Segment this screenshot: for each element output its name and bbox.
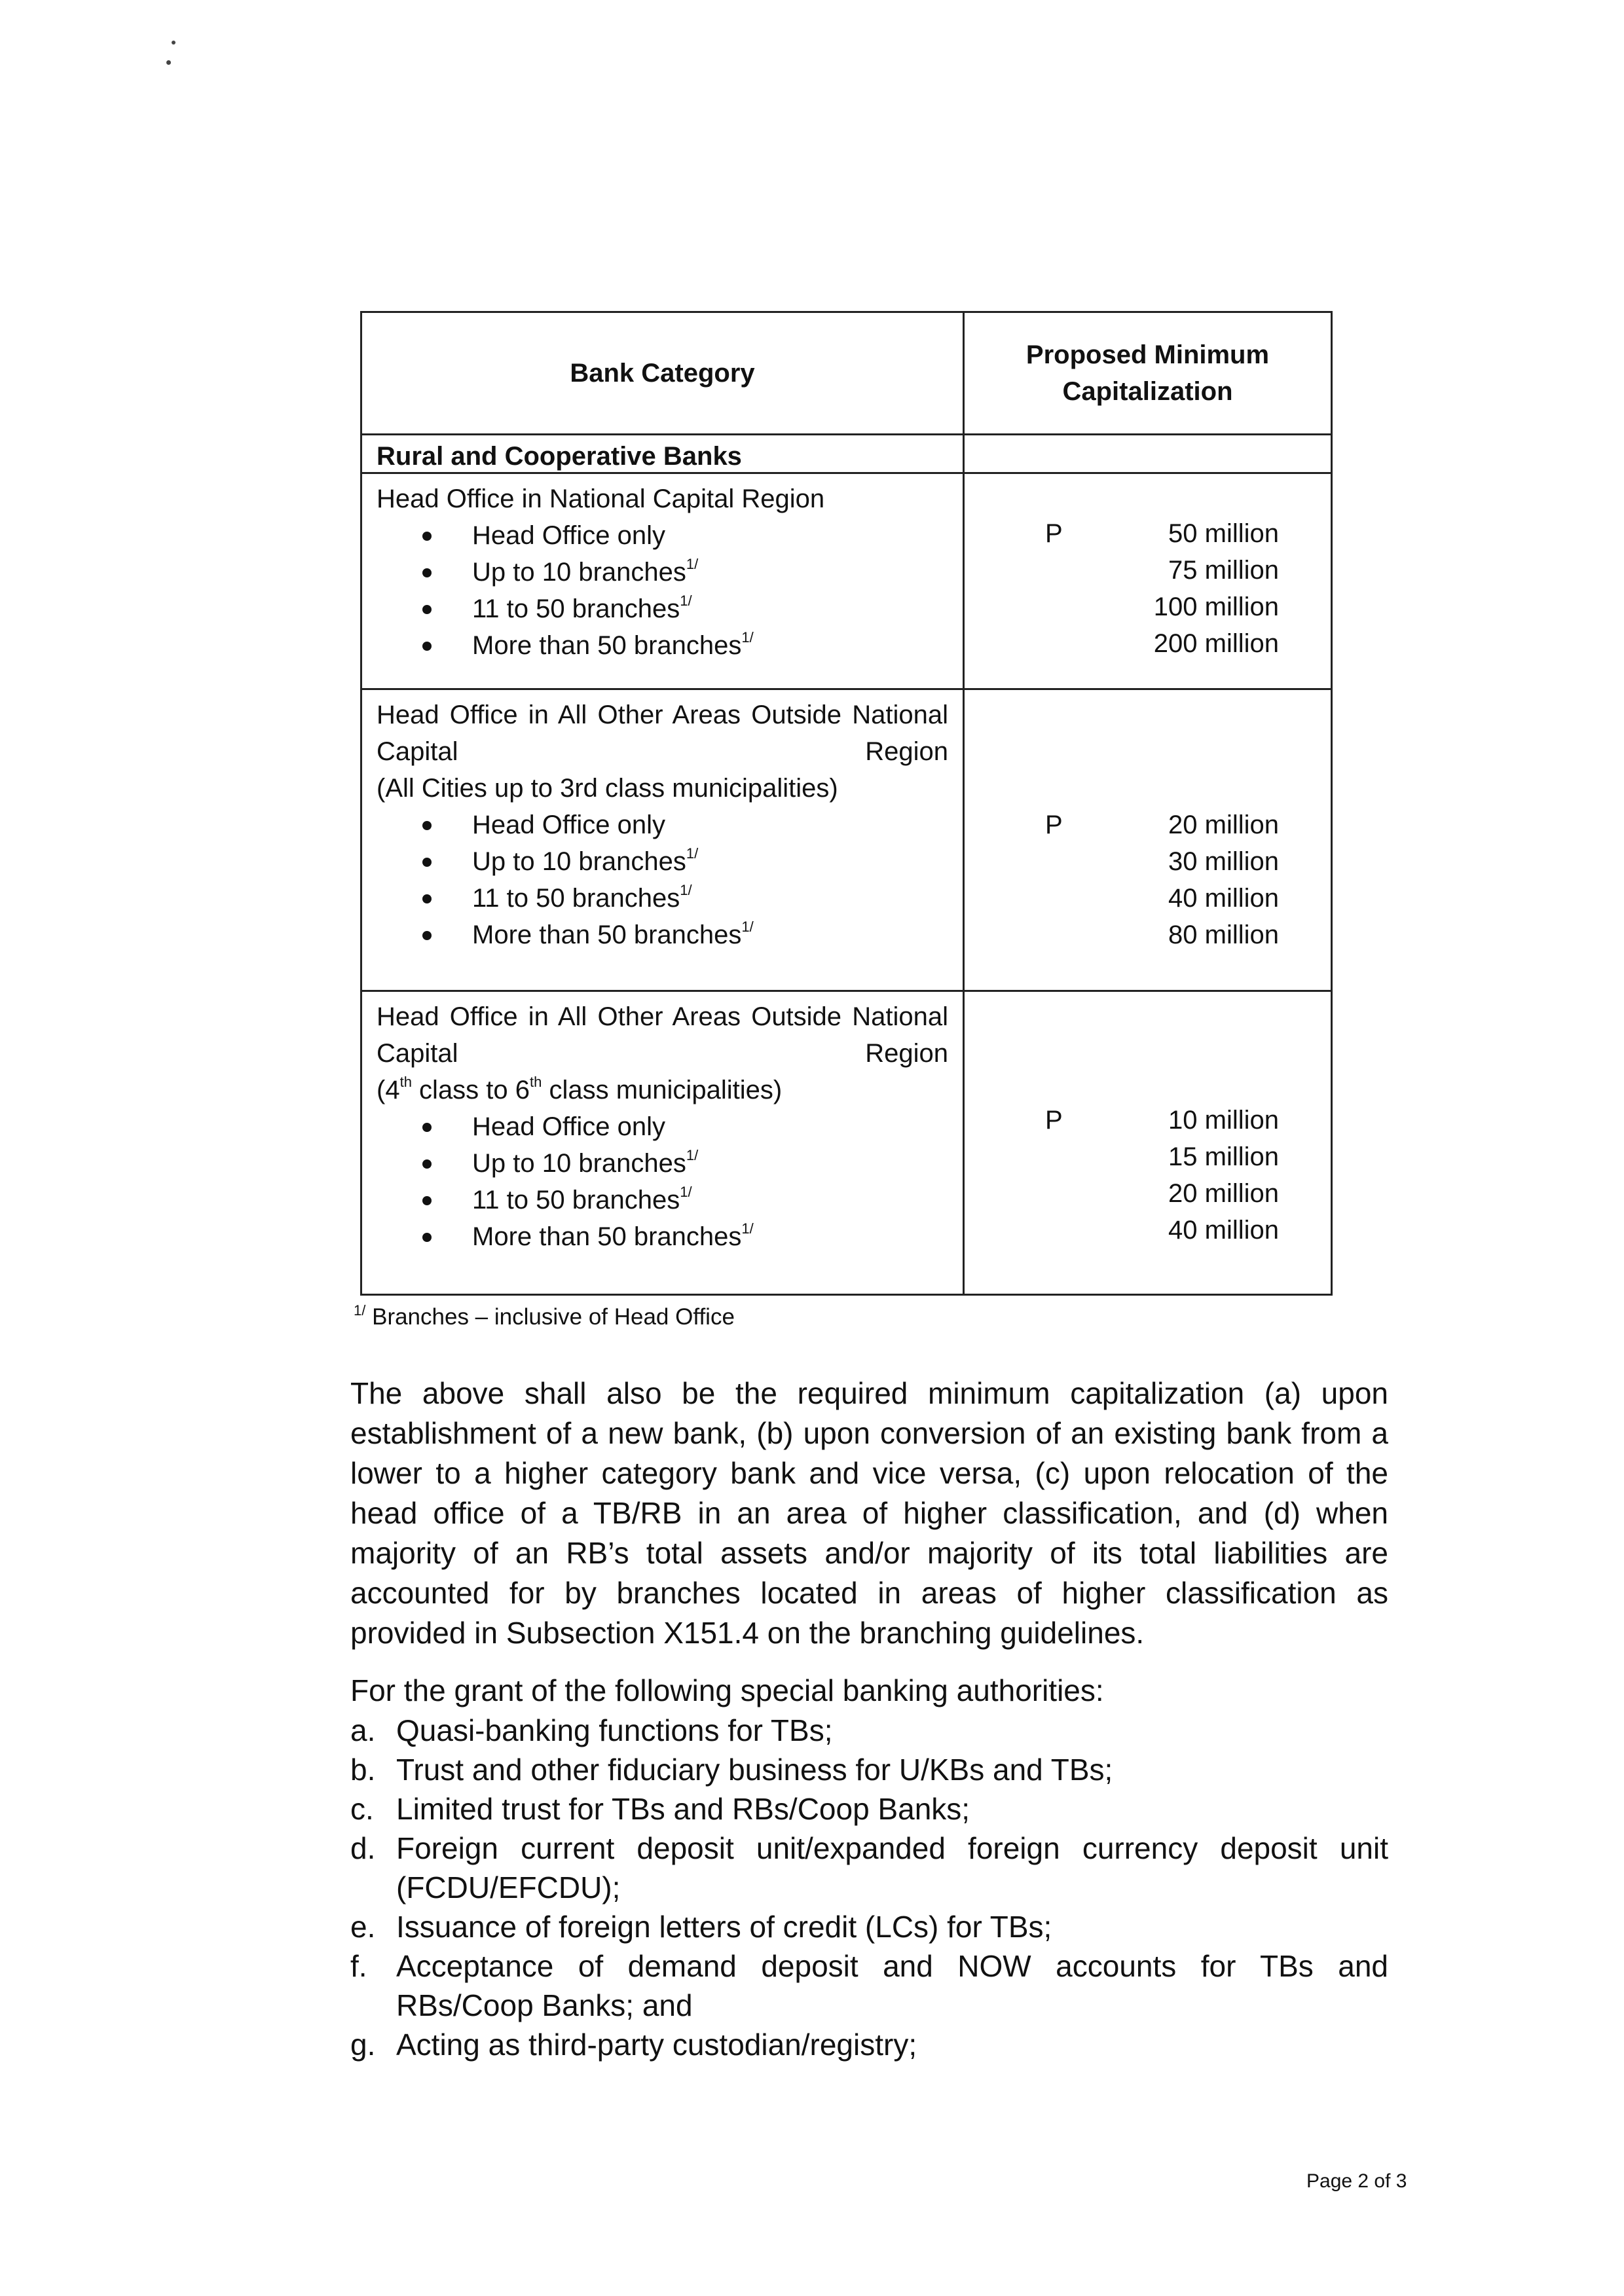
amount-row: 40 million bbox=[1168, 1216, 1279, 1245]
list-item: More than 50 branches$^{1/}$ bbox=[422, 1218, 948, 1255]
list-item: 11 to 50 branches$^{1/}$ bbox=[422, 591, 948, 627]
list-item: a. Quasi-banking functions for TBs; bbox=[350, 1713, 833, 1747]
list-item: 11 to 50 branches$^{1/}$ bbox=[422, 880, 948, 917]
authorities-list bbox=[350, 1711, 1388, 2064]
list-item: f. Acceptance of demand deposit and NOW accounts for TBs and RBs/Coop Banks; and bbox=[350, 1949, 1388, 2022]
group-title: Head Office in National Capital Region bbox=[377, 484, 825, 513]
list-item: b. Trust and other fiduciary business for U/KBs and TBs; bbox=[350, 1753, 1113, 1787]
footnote-ref: 1/ bbox=[686, 556, 699, 572]
list-item: More than 50 branches$^{1/}$ bbox=[422, 627, 948, 664]
list-item: Up to 10 branches$^{1/}$ bbox=[422, 1145, 948, 1182]
footnote-ref: 1/ bbox=[680, 592, 692, 609]
footnote-ref: 1/ bbox=[686, 845, 699, 862]
branch-list bbox=[377, 517, 948, 664]
footnote-text: Branches – inclusive of Head Office bbox=[372, 1304, 735, 1330]
authorities-intro: For the grant of the following special banking authorities: bbox=[350, 1673, 1104, 1707]
footnote-ref: 1/ bbox=[680, 1184, 692, 1200]
group-outside-ncr-municipalities-cell bbox=[360, 990, 965, 1296]
branch-list bbox=[377, 807, 948, 953]
amount-row: 40 million bbox=[1168, 884, 1279, 913]
header-proposed-minimum-capitalization: Proposed Minimum Capitalization bbox=[963, 311, 1333, 435]
currency-symbol: P bbox=[1045, 1106, 1063, 1135]
list-item: 11 to 50 branches$^{1/}$ bbox=[422, 1182, 948, 1218]
amount-row: P 50 million bbox=[1109, 515, 1279, 552]
list-item: Up to 10 branches$^{1/}$ bbox=[422, 554, 948, 591]
capitalization-table bbox=[360, 311, 1333, 1306]
branch-list bbox=[377, 1108, 948, 1255]
group-title: Head Office in All Other Areas Outside National Capital Region bbox=[377, 701, 948, 766]
header-bank-category: Bank Category bbox=[360, 311, 965, 435]
list-item: Up to 10 branches$^{1/}$ bbox=[422, 843, 948, 880]
scan-speck bbox=[172, 41, 175, 45]
scan-speck bbox=[166, 60, 171, 65]
amount-row: 30 million bbox=[1168, 847, 1279, 876]
list-item: d. Foreign current deposit unit/expanded foreign currency deposit unit (FCDU/EFCDU); bbox=[350, 1831, 1388, 1904]
page-number: Page 2 of 3 bbox=[1306, 2170, 1407, 2192]
group-subtitle: (4th class to 6th class municipalities) bbox=[377, 1074, 783, 1104]
list-item: Head Office only bbox=[422, 517, 948, 554]
currency-symbol: P bbox=[1045, 811, 1063, 839]
group-title: Head Office in All Other Areas Outside National Capital Region bbox=[377, 1002, 948, 1068]
amount-row: 15 million bbox=[1168, 1142, 1279, 1171]
group-ncr-cell bbox=[360, 472, 965, 690]
currency-symbol: P bbox=[1045, 519, 1063, 548]
group-outside-ncr-cities-cell bbox=[360, 688, 965, 992]
list-item: c. Limited trust for TBs and RBs/Coop Banks; bbox=[350, 1792, 970, 1826]
list-item: More than 50 branches$^{1/}$ bbox=[422, 917, 948, 953]
amount-row: 100 million bbox=[1153, 592, 1279, 621]
amount-row: 75 million bbox=[1168, 556, 1279, 585]
group-subtitle: (All Cities up to 3rd class municipalities) bbox=[377, 774, 838, 803]
footnote-ref: 1/ bbox=[680, 882, 692, 898]
group-ncr-amounts bbox=[963, 472, 1333, 690]
list-item: e. Issuance of foreign letters of credit (LCs) for TBs; bbox=[350, 1910, 1052, 1944]
list-item: g. Acting as third-party custodian/registry; bbox=[350, 2028, 917, 2062]
amount-row: P 10 million bbox=[1109, 1102, 1279, 1139]
list-item: Head Office only bbox=[422, 807, 948, 843]
body-paragraph: The above shall also be the required minimum capitalization (a) upon establishment of a new bank, (b) upon conversion of an existing bank from a lower to a higher category bank and vice versa, (c) upon relocation of the head office of a TB/RB in an area of higher classification, and (d) when majority of an RB’s total assets and/or majority of its total liabilities are accounted for by branches located in areas of higher classification as provided in Subsection X151.4 on the branching guidelines. bbox=[350, 1376, 1388, 1650]
amount-row: 80 million bbox=[1168, 920, 1279, 949]
footnote-ref: 1/ bbox=[741, 1220, 754, 1237]
list-item: Head Office only bbox=[422, 1108, 948, 1145]
group-outside-ncr-cities-amounts bbox=[963, 688, 1333, 992]
amount-row: 200 million bbox=[1153, 629, 1279, 658]
footnote-marker: 1/ bbox=[354, 1302, 366, 1319]
amount-row: 20 million bbox=[1168, 1179, 1279, 1208]
footnote-ref: 1/ bbox=[686, 1147, 699, 1163]
amount-row: P 20 million bbox=[1109, 807, 1279, 843]
footnote-ref: 1/ bbox=[741, 919, 754, 935]
category-label: Rural and Cooperative Banks bbox=[360, 433, 965, 474]
category-empty-cell bbox=[963, 433, 1333, 474]
group-outside-ncr-municipalities-amounts bbox=[963, 990, 1333, 1296]
footnote-ref: 1/ bbox=[741, 629, 754, 646]
table-footnote bbox=[354, 1301, 735, 1334]
